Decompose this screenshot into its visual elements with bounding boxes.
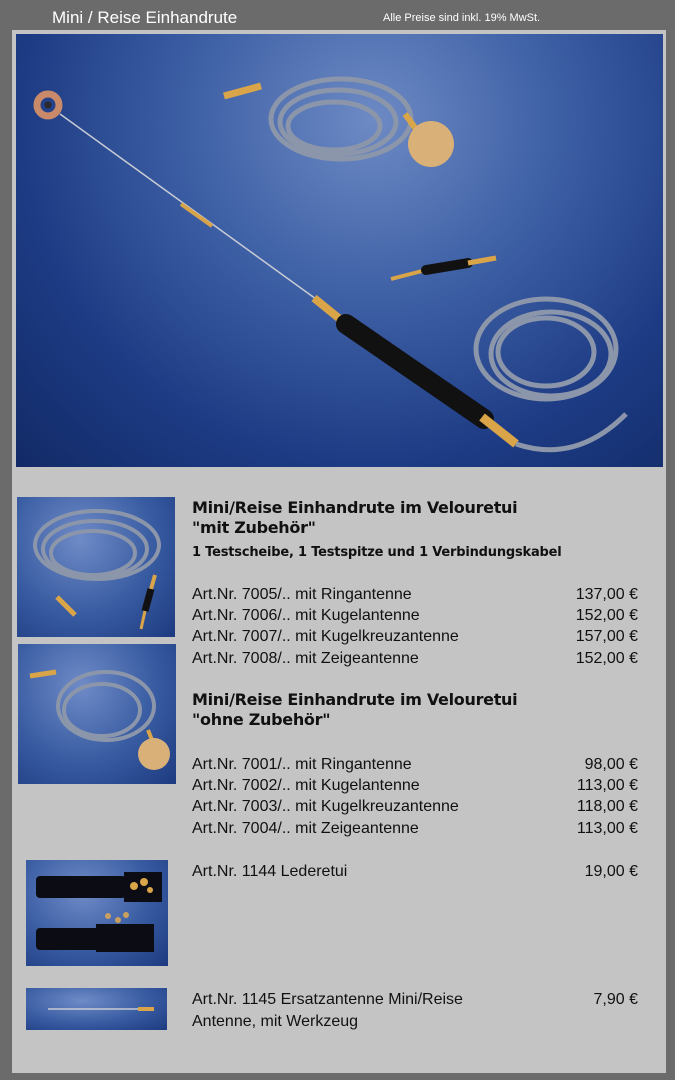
article-label: Art.Nr. 7005/.. mit Ringantenne <box>192 586 412 603</box>
article-price: 98,00 € <box>584 756 638 773</box>
leather-case-photo <box>26 860 168 966</box>
article-price: 118,00 € <box>576 798 638 815</box>
accessory-cable-disc-photo <box>18 644 176 784</box>
article-price: 152,00 € <box>575 650 638 667</box>
article-label: Art.Nr. 1145 Ersatzantenne Mini/Reise <box>192 991 463 1008</box>
article-label: Art.Nr. 7008/.. mit Zeigeantenne <box>192 650 419 667</box>
article-price: 19,00 € <box>584 863 638 880</box>
section-with-subtitle: 1 Testscheibe, 1 Testspitze und 1 Verbindungskabel <box>192 545 562 560</box>
article-price: 157,00 € <box>575 628 638 645</box>
hero-product-photo <box>16 34 663 467</box>
section-without-title-line2: "ohne Zubehör" <box>192 710 331 729</box>
article-label: Art.Nr. 7007/.. mit Kugelkreuzantenne <box>192 628 459 645</box>
accessory-cable-tip-photo <box>17 497 175 637</box>
article-label-line2: Antenne, mit Werkzeug <box>192 1013 359 1030</box>
section-with-title-line2: "mit Zubehör" <box>192 518 316 537</box>
tax-note: Alle Preise sind inkl. 19% MwSt. <box>383 12 541 24</box>
page-title: Mini / Reise Einhandrute <box>52 8 238 27</box>
article-label: Art.Nr. 7002/.. mit Kugelantenne <box>192 777 420 794</box>
section-with-title-line1: Mini/Reise Einhandrute im Velouretui <box>192 498 518 517</box>
article-price: 152,00 € <box>575 607 638 624</box>
article-price: 113,00 € <box>576 777 638 794</box>
article-label: Art.Nr. 1144 Lederetui <box>192 863 348 880</box>
article-price: 113,00 € <box>576 820 638 837</box>
spare-antenna-photo <box>26 988 167 1030</box>
article-label: Art.Nr. 7001/.. mit Ringantenne <box>192 756 412 773</box>
article-label: Art.Nr. 7006/.. mit Kugelantenne <box>192 607 420 624</box>
article-price: 7,90 € <box>593 991 638 1008</box>
section-without-title-line1: Mini/Reise Einhandrute im Velouretui <box>192 690 518 709</box>
article-label: Art.Nr. 7004/.. mit Zeigeantenne <box>192 820 419 837</box>
article-label: Art.Nr. 7003/.. mit Kugelkreuzantenne <box>192 798 459 815</box>
article-price: 137,00 € <box>575 586 638 603</box>
